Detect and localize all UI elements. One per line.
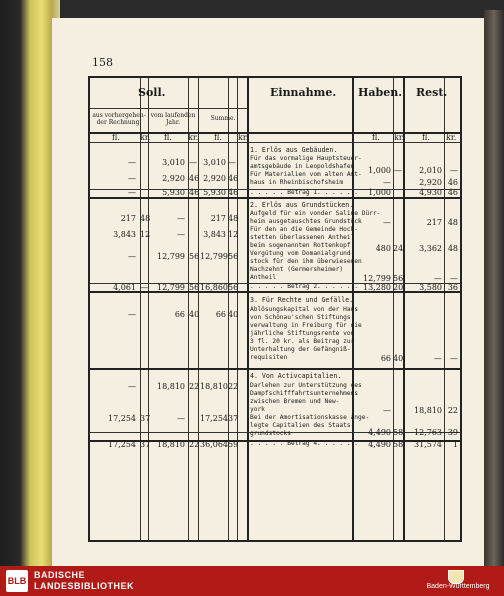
- total-current-fl: 12,799: [157, 283, 185, 292]
- entry-line: Vergütung vom Domanialgrund-: [250, 250, 355, 257]
- entry-line: Für das vormalige Hauptsteuer-: [250, 155, 362, 162]
- total-current-kr: 56: [189, 283, 200, 292]
- cell-prev-fl: —: [128, 310, 136, 319]
- section-title: 4. Von Activcapitalien.: [250, 372, 342, 380]
- blb-logo[interactable]: BLB: [6, 570, 28, 592]
- unit-kr: kr.: [446, 133, 457, 142]
- total-haben-kr: 58: [393, 440, 404, 449]
- cell-haben-kr: —: [394, 166, 402, 175]
- cell-rest-fl: 12,763: [414, 428, 442, 437]
- total-prev-kr: 37: [140, 440, 151, 449]
- cell-current-kr: 22: [189, 382, 200, 391]
- total-rest-kr: 36: [447, 283, 458, 292]
- total-sum-kr: 46: [228, 188, 239, 197]
- ledger-table: [88, 76, 462, 542]
- subheader-sum: Summe.: [210, 115, 236, 122]
- total-prev-fl: —: [128, 188, 136, 197]
- cell-rest-fl: 3,362: [419, 244, 442, 253]
- cell-prev-fl: 3,843: [113, 230, 136, 239]
- entry-line: Für den an die Gemeinde Hoch-: [250, 226, 359, 233]
- unit-fl: fl.: [422, 133, 430, 142]
- cell-current-fl: —: [177, 414, 185, 423]
- cell-current-kr: 40: [189, 310, 200, 319]
- unit-kr: kr.: [394, 133, 405, 142]
- cell-sum-kr: 37: [228, 414, 239, 423]
- cell-haben-fl: —: [383, 218, 391, 227]
- total-rest-fl: 4,930: [419, 188, 442, 197]
- cell-sum-fl: 3,010: [203, 158, 226, 167]
- header-soll: Soll.: [138, 86, 166, 99]
- unit-fl: fl.: [214, 133, 222, 142]
- cell-rest-fl: 2,010: [419, 166, 442, 175]
- entry-line: Ablösungskapital von der Hans: [250, 306, 359, 313]
- total-haben-fl: 1,000: [368, 188, 391, 197]
- entry-line: Antheil: [250, 274, 277, 281]
- section-total-label: . . . . . Betrag 4. . . . . .: [250, 440, 359, 447]
- cell-sum-fl: 2,920: [203, 174, 226, 183]
- cell-haben-kr: 58: [393, 428, 404, 437]
- cell-rest-fl: 18,810: [414, 406, 442, 415]
- entry-line: jährliche Stiftungsrente von: [250, 330, 355, 337]
- cell-sum-kr: 46: [228, 174, 239, 183]
- entry-line: Darlehen zur Unterstützung des: [250, 382, 362, 389]
- cell-prev-kr: 48: [140, 214, 151, 223]
- cell-current-kr: 56: [189, 252, 200, 261]
- cell-current-fl: 66: [174, 310, 185, 319]
- cell-prev-fl: —: [128, 158, 136, 167]
- header-haben: Haben.: [358, 86, 403, 99]
- book-spine-edge: [0, 0, 60, 566]
- section-total-label: . . . . . Betrag 2. . . . . .: [250, 283, 359, 290]
- total-rest-kr: 1: [452, 440, 458, 449]
- cell-rest-kr: —: [450, 274, 458, 283]
- total-sum-fl: 5,930: [203, 188, 226, 197]
- cell-haben-kr: 24: [393, 244, 404, 253]
- cell-current-kr: 46: [189, 174, 200, 183]
- total-haben-fl: 4,490: [368, 440, 391, 449]
- total-rest-fl: 31,574: [414, 440, 442, 449]
- cell-rest-fl: 2,920: [419, 178, 442, 187]
- cell-sum-kr: 22: [228, 382, 239, 391]
- page-right-edge: [484, 10, 504, 566]
- total-sum-fl: 16,860: [200, 283, 228, 292]
- cell-rest-kr: 48: [447, 218, 458, 227]
- entry-line: grundstocks: [250, 430, 291, 437]
- entry-line: stock für den ihm überwiesenen: [250, 258, 362, 265]
- total-sum-kr: 59: [228, 440, 239, 449]
- cell-prev-fl: —: [128, 382, 136, 391]
- coat-of-arms-icon: [448, 570, 464, 584]
- total-haben-fl: 13,280: [363, 283, 391, 292]
- cell-rest-fl: —: [434, 274, 442, 283]
- cell-haben-fl: 4,490: [368, 428, 391, 437]
- cell-current-fl: 2,920: [162, 174, 185, 183]
- cell-prev-kr: 37: [140, 414, 151, 423]
- total-sum-fl: 36,064: [200, 440, 228, 449]
- state-name: Baden-Württemberg: [426, 583, 490, 590]
- section-total-label: . . . . . Betrag 1. . . . . .: [250, 189, 359, 196]
- cell-sum-kr: —: [228, 158, 236, 167]
- section-title: 2. Erlös aus Grundstücken.: [250, 201, 354, 209]
- library-name-line2: LANDESBIBLIOTHEK: [34, 581, 134, 591]
- page-number: 158: [92, 56, 113, 69]
- state-logo[interactable]: [418, 570, 498, 592]
- cell-current-kr: —: [189, 158, 197, 167]
- cell-rest-fl: —: [434, 354, 442, 363]
- total-haben-kr: 20: [393, 283, 404, 292]
- total-current-kr: 22: [189, 440, 200, 449]
- unit-fl: fl.: [164, 133, 172, 142]
- cell-sum-fl: 3,843: [203, 230, 226, 239]
- entry-line: verwaltung in Freiburg für die: [250, 322, 362, 329]
- cell-sum-kr: 56: [228, 252, 239, 261]
- cell-haben-kr: 56: [393, 274, 404, 283]
- library-name: [34, 570, 134, 592]
- cell-haben-fl: 12,799: [363, 274, 391, 283]
- section-title: 3. Für Rechte und Gefälle.: [250, 296, 354, 304]
- entry-line: von Schönau'schen Stiftungs-: [250, 314, 355, 321]
- total-current-fl: 18,810: [157, 440, 185, 449]
- cell-rest-kr: 46: [447, 178, 458, 187]
- cell-prev-fl: —: [128, 252, 136, 261]
- cell-rest-kr: 39: [447, 428, 458, 437]
- entry-line: Bei der Amortisationskasse ange-: [250, 414, 370, 421]
- entry-line: Aufgeld für ein vonder Saline Dürr-: [250, 210, 381, 217]
- total-rest-kr: 46: [447, 188, 458, 197]
- cell-current-fl: 12,799: [157, 252, 185, 261]
- cell-haben-fl: 66: [380, 354, 391, 363]
- entry-line: Nachzehnt (Germersheimer): [250, 266, 344, 273]
- cell-sum-fl: 12,799: [200, 252, 228, 261]
- cell-sum-kr: 40: [228, 310, 239, 319]
- unit-fl: fl.: [112, 133, 120, 142]
- entry-line: Für Materialien vom alten Amt-: [250, 171, 362, 178]
- total-current-kr: 46: [189, 188, 200, 197]
- entry-line: requisiten: [250, 354, 288, 361]
- entry-line: heim ausgetauschtes Grundstück: [250, 218, 362, 225]
- entry-line: amtsgebäude in Leopoldshafen: [250, 163, 355, 170]
- cell-sum-fl: 17,254: [200, 414, 228, 423]
- entry-line: zwischen Bremen und New-: [250, 398, 340, 405]
- entry-line: beim sogenannten Rottenkopf: [250, 242, 351, 249]
- cell-rest-kr: —: [450, 166, 458, 175]
- cell-rest-fl: 217: [426, 218, 442, 227]
- total-rest-fl: 3,580: [419, 283, 442, 292]
- total-sum-kr: 56: [228, 283, 239, 292]
- cell-sum-fl: 18,810: [200, 382, 228, 391]
- cell-sum-fl: 66: [215, 310, 226, 319]
- cell-sum-kr: 48: [228, 214, 239, 223]
- cell-prev-fl: —: [128, 174, 136, 183]
- cell-haben-fl: 1,000: [368, 166, 391, 175]
- cell-prev-kr: 12: [140, 230, 151, 239]
- total-prev-kr: —: [140, 283, 148, 292]
- total-current-fl: 5,930: [162, 188, 185, 197]
- cell-rest-kr: 22: [447, 406, 458, 415]
- cell-current-fl: —: [177, 214, 185, 223]
- entry-line: Unterhaltung der Gefängniß-: [250, 346, 351, 353]
- entry-line: 3 fl. 20 kr. als Beitrag zur: [250, 338, 355, 345]
- cell-current-fl: —: [177, 230, 185, 239]
- unit-kr: kr.: [188, 133, 199, 142]
- section-title: 1. Erlös aus Gebäuden.: [250, 146, 338, 154]
- entry-line: Dampfschifffahrtsunternehmens: [250, 390, 359, 397]
- entry-line: legte Capitalien des Staats-: [250, 422, 355, 429]
- total-prev-fl: 4,061: [113, 283, 136, 292]
- cell-current-fl: 3,010: [162, 158, 185, 167]
- cell-haben-fl: 480: [375, 244, 391, 253]
- library-name-line1: BADISCHE: [34, 570, 86, 580]
- cell-haben-fl: —: [383, 406, 391, 415]
- cell-sum-kr: 12: [228, 230, 239, 239]
- unit-kr: kr.: [140, 133, 151, 142]
- cell-rest-kr: —: [450, 354, 458, 363]
- unit-fl: fl.: [372, 133, 380, 142]
- entry-line: haus in Rheinbischofsheim: [250, 179, 344, 186]
- cell-haben-kr: 40: [393, 354, 404, 363]
- library-footer: [0, 566, 504, 596]
- total-prev-fl: 17,254: [108, 440, 136, 449]
- entry-line: york: [250, 406, 265, 413]
- subheader-previous-account: aus vorhergehen-der Rechnung.: [92, 112, 146, 126]
- cell-prev-fl: 217: [120, 214, 136, 223]
- header-rest: Rest.: [416, 86, 448, 99]
- unit-kr: kr.: [238, 133, 249, 142]
- entry-line: stetten überlassenen Antheil: [250, 234, 355, 241]
- subheader-current-year: vom laufenden Jahr.: [150, 112, 196, 126]
- cell-prev-fl: 17,254: [108, 414, 136, 423]
- cell-rest-kr: 48: [447, 244, 458, 253]
- cell-haben-fl: —: [383, 178, 391, 187]
- cell-current-fl: 18,810: [157, 382, 185, 391]
- header-einnahme: Einnahme.: [270, 86, 337, 99]
- cell-sum-fl: 217: [210, 214, 226, 223]
